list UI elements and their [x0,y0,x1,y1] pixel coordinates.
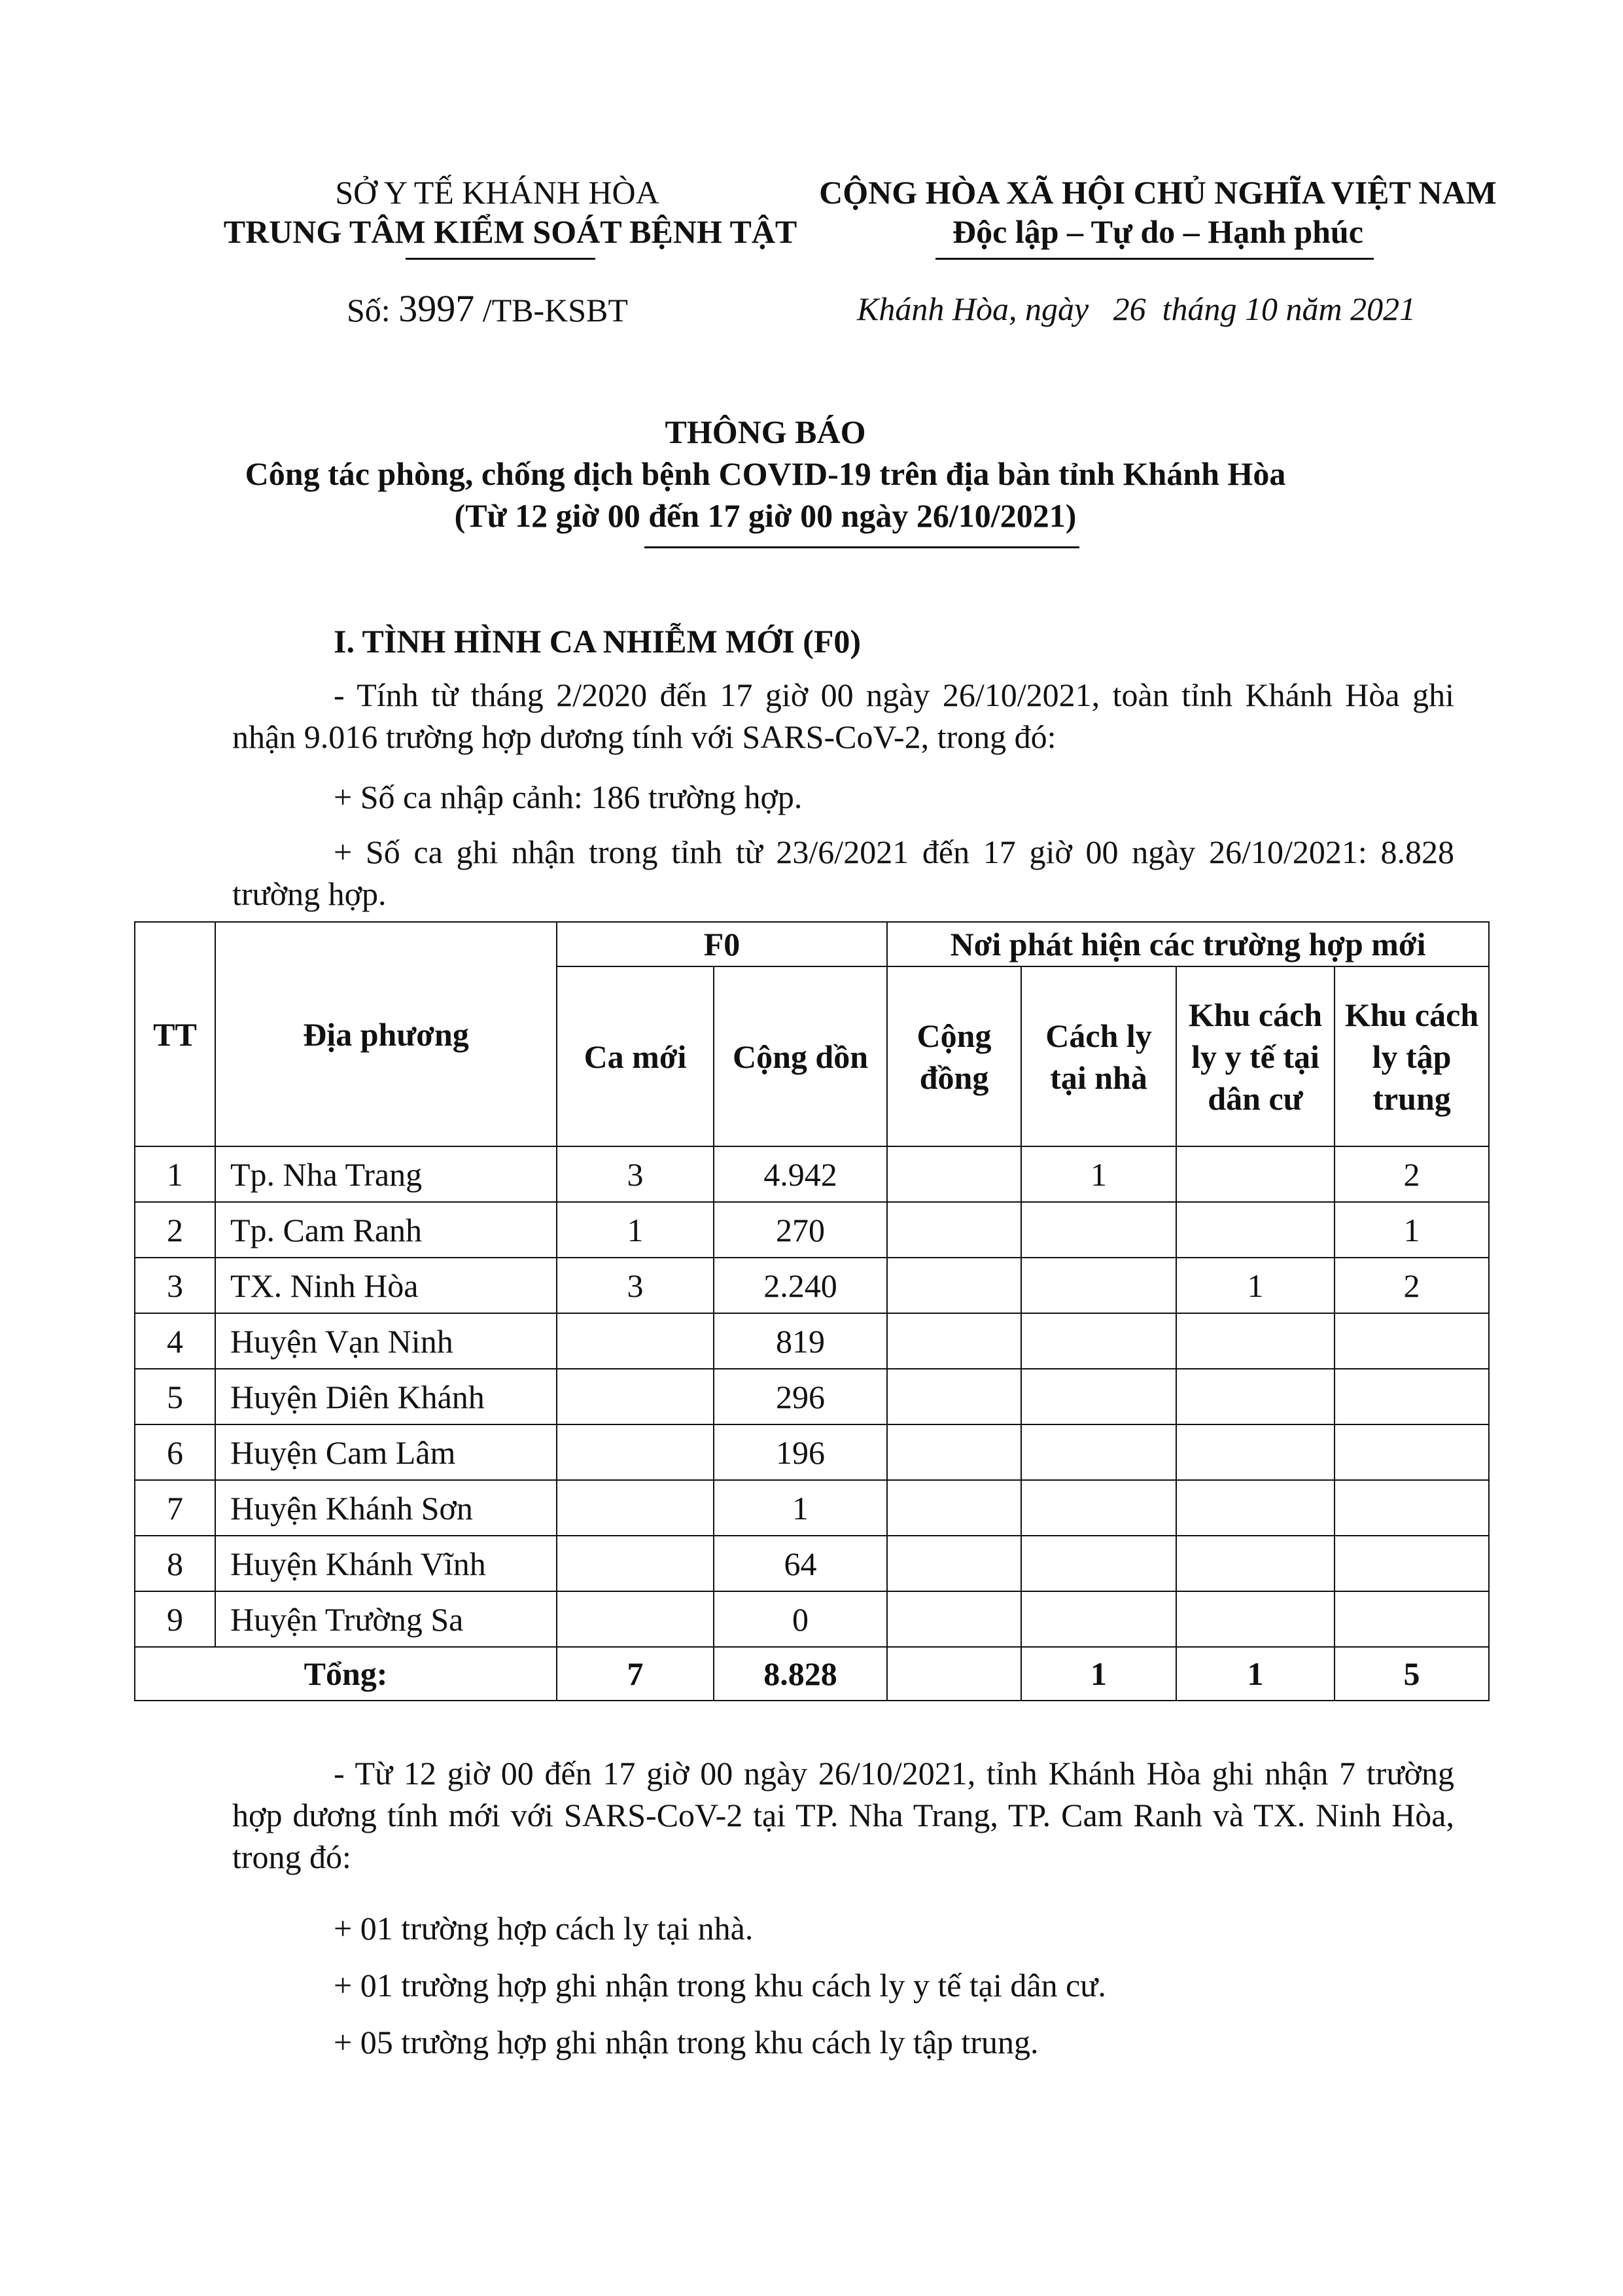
cell-tt: 2 [135,1202,215,1258]
cell-locality: Tp. Cam Ranh [215,1202,557,1258]
header-central-quarantine: Khu cách ly tập trung [1335,966,1489,1146]
bullet-residential-quarantine: + 01 trường hợp ghi nhận trong khu cách ly y tế tại dân cư. [334,1967,1106,2004]
table-row [135,1424,1489,1480]
cell-new [557,1536,714,1591]
total-label: Tổng: [135,1647,557,1701]
cell-residential [1176,1313,1335,1369]
cell-locality: Huyện Vạn Ninh [215,1313,557,1369]
cell-home: 1 [1021,1146,1176,1202]
cell-central: 2 [1335,1146,1489,1202]
table-row [135,1258,1489,1313]
nation-motto: Độc lập – Tự do – Hạnh phúc [952,213,1363,250]
imported-cases-line: + Số ca nhập cảnh: 186 trường hợp. [334,779,803,815]
header-community: Cộng đồng [887,966,1021,1146]
cell-residential [1176,1202,1335,1258]
cell-tt: 6 [135,1424,215,1480]
cell-community [887,1536,1021,1591]
header-found-at: Nơi phát hiện các trường hợp mới [887,922,1489,966]
cell-community [887,1369,1021,1424]
cell-cumulative: 196 [714,1424,887,1480]
cell-tt: 4 [135,1313,215,1369]
cell-home [1021,1536,1176,1591]
cell-new: 1 [557,1202,714,1258]
cell-residential [1176,1146,1335,1202]
cell-residential [1176,1369,1335,1424]
number-prefix: Số: [347,292,399,328]
total-new: 7 [557,1647,714,1701]
bullet-central-quarantine: + 05 trường hợp ghi nhận trong khu cách ly tập trung. [334,2024,1039,2060]
cell-new [557,1313,714,1369]
cell-new: 3 [557,1258,714,1313]
nation-name: CỘNG HÒA XÃ HỘI CHỦ NGHĨA VIỆT NAM [819,174,1497,211]
cell-new [557,1424,714,1480]
cell-cumulative: 64 [714,1536,887,1591]
total-row [135,1647,1489,1701]
total-community [887,1647,1021,1701]
cell-cumulative: 819 [714,1313,887,1369]
cell-central [1335,1424,1489,1480]
cell-locality: Huyện Trường Sa [215,1591,557,1647]
cell-tt: 8 [135,1536,215,1591]
cell-community [887,1424,1021,1480]
cell-home [1021,1480,1176,1536]
number-suffix: /TB-KSBT [474,292,628,328]
cell-new [557,1369,714,1424]
cell-new [557,1480,714,1536]
document-number [347,288,628,331]
document-period: (Từ 12 giờ 00 đến 17 giờ 00 ngày 26/10/2021) [454,497,1077,534]
cell-cumulative: 1 [714,1480,887,1536]
cell-tt: 1 [135,1146,215,1202]
cell-central [1335,1480,1489,1536]
total-cumulative: 8.828 [714,1647,887,1701]
cell-home [1021,1258,1176,1313]
cases-table [134,921,1490,1701]
header-new-cases: Ca mới [557,966,714,1146]
cell-residential [1176,1424,1335,1480]
table-row [135,1146,1489,1202]
header-cumulative: Cộng dồn [714,966,887,1146]
cell-locality: TX. Ninh Hòa [215,1258,557,1313]
cell-home [1021,1369,1176,1424]
cell-tt: 9 [135,1591,215,1647]
new-cases-paragraph: - Từ 12 giờ 00 đến 17 giờ 00 ngày 26/10/2021, tỉnh Khánh Hòa ghi nhận 7 trường hợp dương tính mới với SARS-CoV-2 tại TP. Nha Trang, TP. Cam Ranh và TX. Ninh Hòa, trong đó: [232,1755,1454,1875]
table-row [135,1480,1489,1536]
title-underline [644,546,1079,548]
table-row [135,1202,1489,1258]
center-underline [406,258,595,260]
cell-new [557,1591,714,1647]
ministry-name: SỞ Y TẾ KHÁNH HÒA [335,174,659,211]
document-title: THÔNG BÁO [665,414,866,450]
cell-new: 3 [557,1146,714,1202]
cell-locality: Huyện Khánh Vĩnh [215,1536,557,1591]
number-value: 3997 [398,287,475,330]
table-row [135,1313,1489,1369]
section-heading: I. TÌNH HÌNH CA NHIỄM MỚI (F0) [334,623,862,660]
document-date: Khánh Hòa, ngày 26 tháng 10 năm 2021 [857,291,1416,327]
cell-central [1335,1536,1489,1591]
table-row [135,1591,1489,1647]
header-locality: Địa phương [215,922,557,1146]
cell-community [887,1591,1021,1647]
cell-central: 2 [1335,1258,1489,1313]
cell-central: 1 [1335,1202,1489,1258]
local-cases-paragraph: + Số ca ghi nhận trong tỉnh từ 23/6/2021 đến 17 giờ 00 ngày 26/10/2021: 8.828 trường hợp. [232,834,1454,912]
cell-central [1335,1591,1489,1647]
cell-residential [1176,1480,1335,1536]
cell-tt: 7 [135,1480,215,1536]
cell-residential [1176,1591,1335,1647]
table-row [135,1369,1489,1424]
cell-cumulative: 270 [714,1202,887,1258]
bullet-home-isolation: + 01 trường hợp cách ly tại nhà. [334,1910,754,1947]
cell-cumulative: 2.240 [714,1258,887,1313]
total-residential: 1 [1176,1647,1335,1701]
center-name: TRUNG TÂM KIỂM SOÁT BỆNH TẬT [223,213,797,250]
cell-locality: Huyện Diên Khánh [215,1369,557,1424]
cell-home [1021,1202,1176,1258]
cell-locality: Huyện Khánh Sơn [215,1480,557,1536]
table-row [135,1536,1489,1591]
header-tt: TT [135,922,215,1146]
cell-community [887,1480,1021,1536]
header-f0: F0 [557,922,887,966]
cell-central [1335,1369,1489,1424]
cell-residential: 1 [1176,1258,1335,1313]
cell-locality: Huyện Cam Lâm [215,1424,557,1480]
header-residential-quarantine: Khu cách ly y tế tại dân cư [1176,966,1335,1146]
cell-community [887,1146,1021,1202]
motto-underline [935,258,1374,260]
cell-cumulative: 0 [714,1591,887,1647]
cell-tt: 5 [135,1369,215,1424]
cell-home [1021,1591,1176,1647]
cell-home [1021,1424,1176,1480]
cell-cumulative: 4.942 [714,1146,887,1202]
total-home: 1 [1021,1647,1176,1701]
cell-cumulative: 296 [714,1369,887,1424]
total-central: 5 [1335,1647,1489,1701]
cell-home [1021,1313,1176,1369]
cell-locality: Tp. Nha Trang [215,1146,557,1202]
cell-central [1335,1313,1489,1369]
cell-community [887,1202,1021,1258]
cell-community [887,1313,1021,1369]
header-home-isolation: Cách ly tại nhà [1021,966,1176,1146]
summary-paragraph: - Tính từ tháng 2/2020 đến 17 giờ 00 ngày 26/10/2021, toàn tỉnh Khánh Hòa ghi nhận 9.016 trường hợp dương tính với SARS-CoV-2, trong đó: [232,677,1454,755]
document-subtitle: Công tác phòng, chống dịch bệnh COVID-19 trên địa bàn tỉnh Khánh Hòa [245,455,1286,492]
cell-residential [1176,1536,1335,1591]
cell-community [887,1258,1021,1313]
cell-tt: 3 [135,1258,215,1313]
